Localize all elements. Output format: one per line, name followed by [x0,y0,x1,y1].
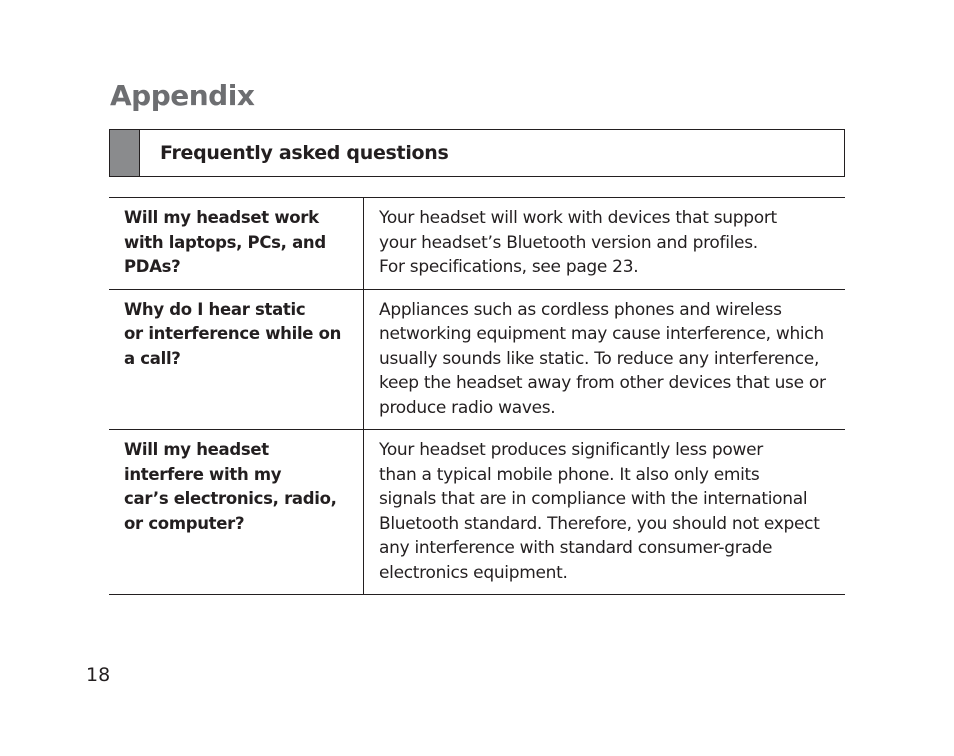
answer-line: keep the headset away from other devices that use or [379,373,826,393]
answer-line: any interference with standard consumer-grade [379,538,773,558]
answer-line: than a typical mobile phone. It also only emits [379,464,760,485]
answer-line: usually sounds like static. To reduce any interference, [379,348,820,369]
question-line: or computer? [124,513,245,533]
chapter-title: Appendix [110,79,255,112]
question-line: PDAs? [124,257,181,276]
faq-answer [364,198,846,290]
question-line: interfere with my [124,464,282,484]
faq-row [109,289,845,430]
question-line: Will my headset work [124,208,319,227]
faq-table [109,197,845,595]
question-line: or interference while on [124,324,342,343]
faq-row [109,430,845,595]
question-line: car’s electronics, radio, [124,489,337,508]
faq-question [109,430,364,595]
answer-line: your headset’s Bluetooth version and profiles. [379,232,758,253]
answer-line: electronics equipment. [379,562,568,583]
section-header [109,129,845,177]
question-line: Will my headset [124,440,269,459]
faq-row [109,198,845,290]
question-line: a call? [124,348,181,368]
answer-line: Bluetooth standard. Therefore, you should not expect [379,513,820,534]
question-line: Why do I hear static [124,299,306,319]
answer-line: Your headset produces significantly less power [379,440,763,460]
section-marker [110,130,140,176]
faq-answer [364,430,846,595]
answer-line: produce radio waves. [379,397,556,418]
answer-line: signals that are in compliance with the international [379,489,808,509]
section-title: Frequently asked questions [160,142,449,164]
faq-question [109,289,364,430]
question-line: with laptops, PCs, and [124,232,326,252]
faq-question [109,198,364,290]
answer-line: networking equipment may cause interference, which [379,324,824,344]
answer-line: For specifications, see page 23. [379,257,639,277]
answer-line: Appliances such as cordless phones and wireless [379,299,782,320]
faq-answer [364,289,846,430]
answer-line: Your headset will work with devices that support [379,208,777,228]
page-number: 18 [86,664,111,686]
